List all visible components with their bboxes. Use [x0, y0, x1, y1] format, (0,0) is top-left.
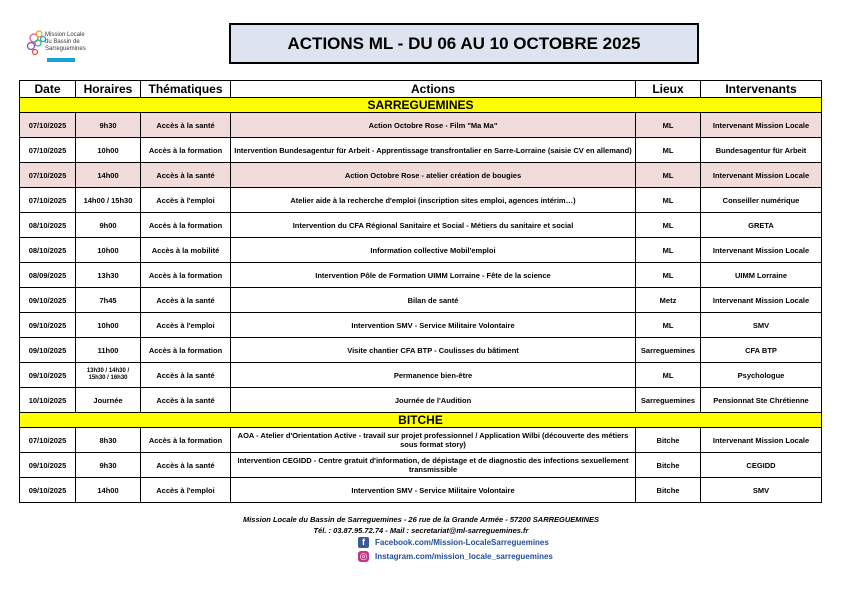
- cell-action: Intervention SMV - Service Militaire Volontaire: [231, 478, 636, 503]
- cell-theme: Accès à la santé: [141, 288, 231, 313]
- table-row: [20, 288, 822, 313]
- cell-place: ML: [636, 188, 701, 213]
- footer-address: Mission Locale du Bassin de Sarreguemines - 26 rue de la Grande Armée - 57200 SARREGUEMINES: [242, 515, 600, 524]
- cell-theme: Accès à l'emploi: [141, 188, 231, 213]
- cell-theme: Accès à la formation: [141, 213, 231, 238]
- cell-action: Information collective Mobil'emploi: [231, 238, 636, 263]
- cell-theme: Accès à l'emploi: [141, 478, 231, 503]
- cell-time: Journée: [76, 388, 141, 413]
- table-row: [20, 478, 822, 503]
- cell-time: 9h30: [76, 113, 141, 138]
- section-title: BITCHE: [20, 413, 822, 428]
- table-row: [20, 313, 822, 338]
- cell-speaker: Intervenant Mission Locale: [701, 238, 822, 263]
- cell-date: 09/10/2025: [20, 313, 76, 338]
- cell-place: ML: [636, 263, 701, 288]
- cell-place: ML: [636, 213, 701, 238]
- cell-time: 8h30: [76, 428, 141, 453]
- cell-theme: Accès à la formation: [141, 263, 231, 288]
- cell-time: 10h00: [76, 313, 141, 338]
- table-row: [20, 388, 822, 413]
- cell-action: Bilan de santé: [231, 288, 636, 313]
- cell-speaker: Conseiller numérique: [701, 188, 822, 213]
- cell-speaker: SMV: [701, 478, 822, 503]
- cell-theme: Accès à la santé: [141, 453, 231, 478]
- cell-date: 09/10/2025: [20, 363, 76, 388]
- cell-action: Permanence bien-être: [231, 363, 636, 388]
- cell-action: Intervention Bundesagentur für Arbeit - Apprentissage transfrontalier en Sarre-Lorraine (saisie CV en allemand): [231, 138, 636, 163]
- cell-theme: Accès à la formation: [141, 138, 231, 163]
- facebook-icon: f: [358, 537, 369, 548]
- cell-theme: Accès à la mobilité: [141, 238, 231, 263]
- cell-place: Bitche: [636, 428, 701, 453]
- facebook-url: Facebook.com/Mission-LocaleSarreguemines: [375, 538, 549, 547]
- section-row: [20, 413, 822, 428]
- table-row: [20, 188, 822, 213]
- cell-place: ML: [636, 238, 701, 263]
- cell-place: ML: [636, 313, 701, 338]
- table-row: [20, 428, 822, 453]
- cell-speaker: Psychologue: [701, 363, 822, 388]
- cell-theme: Accès à la formation: [141, 338, 231, 363]
- cell-speaker: Intervenant Mission Locale: [701, 288, 822, 313]
- instagram-link[interactable]: [358, 551, 553, 562]
- cell-place: ML: [636, 138, 701, 163]
- cell-time: 9h30: [76, 453, 141, 478]
- cell-speaker: Intervenant Mission Locale: [701, 428, 822, 453]
- cell-place: ML: [636, 163, 701, 188]
- cell-place: Sarreguemines: [636, 388, 701, 413]
- cell-theme: Accès à l'emploi: [141, 313, 231, 338]
- column-header: Intervenants: [701, 81, 822, 98]
- cell-place: Bitche: [636, 453, 701, 478]
- cell-time: 14h00: [76, 163, 141, 188]
- cell-action: Action Octobre Rose - atelier création de bougies: [231, 163, 636, 188]
- cell-date: 07/10/2025: [20, 113, 76, 138]
- cell-theme: Accès à la santé: [141, 163, 231, 188]
- column-header: Actions: [231, 81, 636, 98]
- cell-date: 10/10/2025: [20, 388, 76, 413]
- column-header: Lieux: [636, 81, 701, 98]
- cell-theme: Accès à la santé: [141, 388, 231, 413]
- cell-place: ML: [636, 113, 701, 138]
- cell-time: 7h45: [76, 288, 141, 313]
- instagram-url: Instagram.com/mission_locale_sarreguemines: [375, 552, 553, 561]
- cell-place: ML: [636, 363, 701, 388]
- cell-theme: Accès à la formation: [141, 428, 231, 453]
- cell-date: 08/10/2025: [20, 213, 76, 238]
- cell-date: 07/10/2025: [20, 428, 76, 453]
- column-header: Thématiques: [141, 81, 231, 98]
- section-title: SARREGUEMINES: [20, 98, 822, 113]
- table-row: [20, 163, 822, 188]
- cell-speaker: Intervenant Mission Locale: [701, 113, 822, 138]
- cell-date: 09/10/2025: [20, 338, 76, 363]
- cell-speaker: SMV: [701, 313, 822, 338]
- cell-action: Intervention Pôle de Formation UIMM Lorraine - Fête de la science: [231, 263, 636, 288]
- facebook-link[interactable]: [358, 537, 549, 548]
- cell-date: 08/09/2025: [20, 263, 76, 288]
- logo-text: Mission Locale du Bassin de Sarreguemines: [45, 32, 86, 52]
- cell-place: Metz: [636, 288, 701, 313]
- logo-bar: [47, 58, 75, 62]
- cell-date: 07/10/2025: [20, 163, 76, 188]
- cell-place: Bitche: [636, 478, 701, 503]
- cell-speaker: CFA BTP: [701, 338, 822, 363]
- cell-action: Intervention SMV - Service Militaire Volontaire: [231, 313, 636, 338]
- cell-speaker: Intervenant Mission Locale: [701, 163, 822, 188]
- table-row: [20, 453, 822, 478]
- cell-theme: Accès à la santé: [141, 363, 231, 388]
- cell-place: Sarreguemines: [636, 338, 701, 363]
- cell-speaker: CEGIDD: [701, 453, 822, 478]
- cell-speaker: GRETA: [701, 213, 822, 238]
- cell-time: 14h00 / 15h30: [76, 188, 141, 213]
- page-title: ACTIONS ML - DU 06 AU 10 OCTOBRE 2025: [229, 23, 699, 64]
- actions-table: [19, 80, 822, 503]
- cell-date: 09/10/2025: [20, 453, 76, 478]
- cell-action: Intervention CEGIDD - Centre gratuit d'information, de dépistage et de diagnostic des infections sexuellement transmissible: [231, 453, 636, 478]
- table-row: [20, 338, 822, 363]
- cell-time: 14h00: [76, 478, 141, 503]
- table-row: [20, 363, 822, 388]
- cell-theme: Accès à la santé: [141, 113, 231, 138]
- cell-action: Atelier aide à la recherche d'emploi (inscription sites emploi, agences intérim…): [231, 188, 636, 213]
- cell-date: 07/10/2025: [20, 138, 76, 163]
- cell-time: 10h00: [76, 138, 141, 163]
- table-row: [20, 113, 822, 138]
- cell-time: 11h00: [76, 338, 141, 363]
- cell-date: 07/10/2025: [20, 188, 76, 213]
- cell-action: Visite chantier CFA BTP - Coulisses du bâtiment: [231, 338, 636, 363]
- cell-action: Action Octobre Rose - Film "Ma Ma": [231, 113, 636, 138]
- cell-date: 08/10/2025: [20, 238, 76, 263]
- table-row: [20, 138, 822, 163]
- table-row: [20, 263, 822, 288]
- cell-action: Intervention du CFA Régional Sanitaire et Social - Métiers du sanitaire et social: [231, 213, 636, 238]
- cell-action: Journée de l'Audition: [231, 388, 636, 413]
- column-header: Date: [20, 81, 76, 98]
- footer-contact: Tél. : 03.87.95.72.74 - Mail : secretariat@ml-sarreguemines.fr: [313, 526, 529, 535]
- section-row: [20, 98, 822, 113]
- instagram-icon: ◎: [359, 551, 368, 561]
- cell-date: 09/10/2025: [20, 478, 76, 503]
- cell-speaker: Pensionnat Ste Chrétienne: [701, 388, 822, 413]
- table-row: [20, 213, 822, 238]
- column-header: Horaires: [76, 81, 141, 98]
- cell-time: 10h00: [76, 238, 141, 263]
- cell-time: 13h30: [76, 263, 141, 288]
- table-row: [20, 238, 822, 263]
- cell-speaker: UIMM Lorraine: [701, 263, 822, 288]
- table-header-row: [20, 81, 822, 98]
- cell-date: 09/10/2025: [20, 288, 76, 313]
- cell-action: AOA - Atelier d'Orientation Active - travail sur projet professionnel / Application Wilbi (découverte des métiers sous format story): [231, 428, 636, 453]
- cell-time: 9h00: [76, 213, 141, 238]
- cell-speaker: Bundesagentur für Arbeit: [701, 138, 822, 163]
- cell-time: 13h30 / 14h30 / 15h30 / 16h30: [76, 363, 141, 388]
